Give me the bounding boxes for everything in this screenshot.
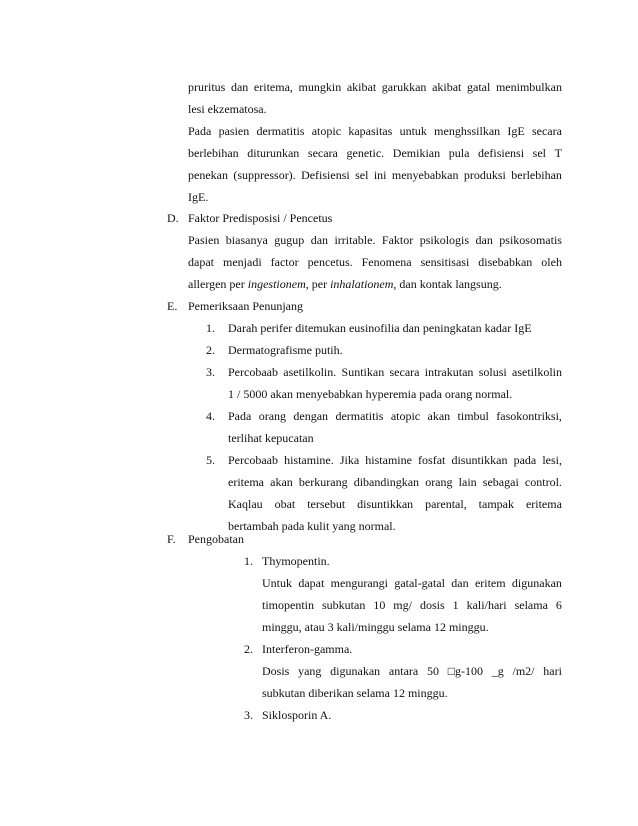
list-item-line: 1 / 5000 akan menyebabkan hyperemia pada orang normal. [228,387,513,401]
section-f-heading: Pengobatan [188,532,244,546]
para-ige-line-3: penekan (suppressor). Defisiensi sel ini menyebabkan produksi berlebihan [188,168,562,182]
list-item-line: Darah perifer ditemukan eusinofilia dan peningkatan kadar IgE [228,321,532,335]
list-item-number: 2. [206,343,215,357]
para-ige-line-1: Pada pasien dermatitis atopic kapasitas untuk menghssilkan IgE secara [188,124,562,138]
list-item-line: eritema akan berkurang dibandingkan orang lain sebagai control. [228,475,562,489]
list-item-title: Interferon-gamma. [262,642,353,656]
list-item-line: Pada orang dengan dermatitis atopic akan timbul fasokontriksi, [228,409,562,423]
list-item-line: terlihat kepucatan [228,431,314,445]
para-ige-line-4: IgE. [188,190,209,204]
section-d-line-2: dapat menjadi factor pencetus. Fenomena sensitisasi disebabkan oleh [188,255,562,269]
list-item-line: minggu, atau 3 kali/minggu selama 12 minggu. [262,620,489,634]
list-item-line: timopentin subkutan 10 mg/ dosis 1 kali/hari selama 6 [262,598,562,612]
list-item-line: Dosis yang digunakan antara 50 □g-100 _g /m2/ hari [262,664,562,678]
list-item-title: Thymopentin. [262,554,330,568]
list-item-line: bertambah pada kulit yang normal. [228,519,396,533]
section-d-heading: Faktor Predisposisi / Pencetus [188,211,333,225]
section-d-marker: D. [167,211,179,225]
line3-e: dan kontak langsung. [396,277,502,291]
para-ige-line-2: berlebihan diturunkan secara genetic. Demikian pula defisiensi sel T [188,146,562,160]
list-item-number: 3. [244,708,253,722]
section-d-line-1: Pasien biasanya gugup dan irritable. Faktor psikologis dan psikosomatis [188,233,562,247]
list-item-line: Dermatografisme putih. [228,343,343,357]
list-item-line: Percobaab asetilkolin. Suntikan secara intrakutan solusi asetilkolin [228,365,562,379]
section-f-marker: F. [167,532,176,546]
list-item-number: 1. [244,554,253,568]
list-item-number: 3. [206,365,215,379]
list-item-line: Percobaab histamine. Jika histamine fosfat disuntikkan pada lesi, [228,453,562,467]
intro-line-2: lesi ekzematosa. [188,102,267,116]
line3-c: , per [305,277,331,291]
list-item-number: 5. [206,453,215,467]
list-item-line: Untuk dapat mengurangi gatal-gatal dan eritem digunakan [262,576,562,590]
list-item-number: 4. [206,409,215,423]
section-e-marker: E. [167,299,178,313]
section-e-heading: Pemeriksaan Penunjang [188,299,303,313]
line3-a: allergen per [188,277,248,291]
list-item-number: 1. [206,321,215,335]
section-d-line-3 [188,276,502,292]
list-item-line: Kaqlau obat tersebut disuntikkan parental, tampak eritema [228,497,562,511]
list-item-title: Siklosporin A. [262,708,332,722]
inhalationem-term: inhalationem, [330,277,397,291]
intro-line-1: pruritus dan eritema, mungkin akibat garukkan akibat gatal menimbulkan [188,80,562,94]
ingestionem-term: ingestionem [247,277,306,291]
list-item-number: 2. [244,642,253,656]
list-item-line: subkutan diberikan selama 12 minggu. [262,686,448,700]
